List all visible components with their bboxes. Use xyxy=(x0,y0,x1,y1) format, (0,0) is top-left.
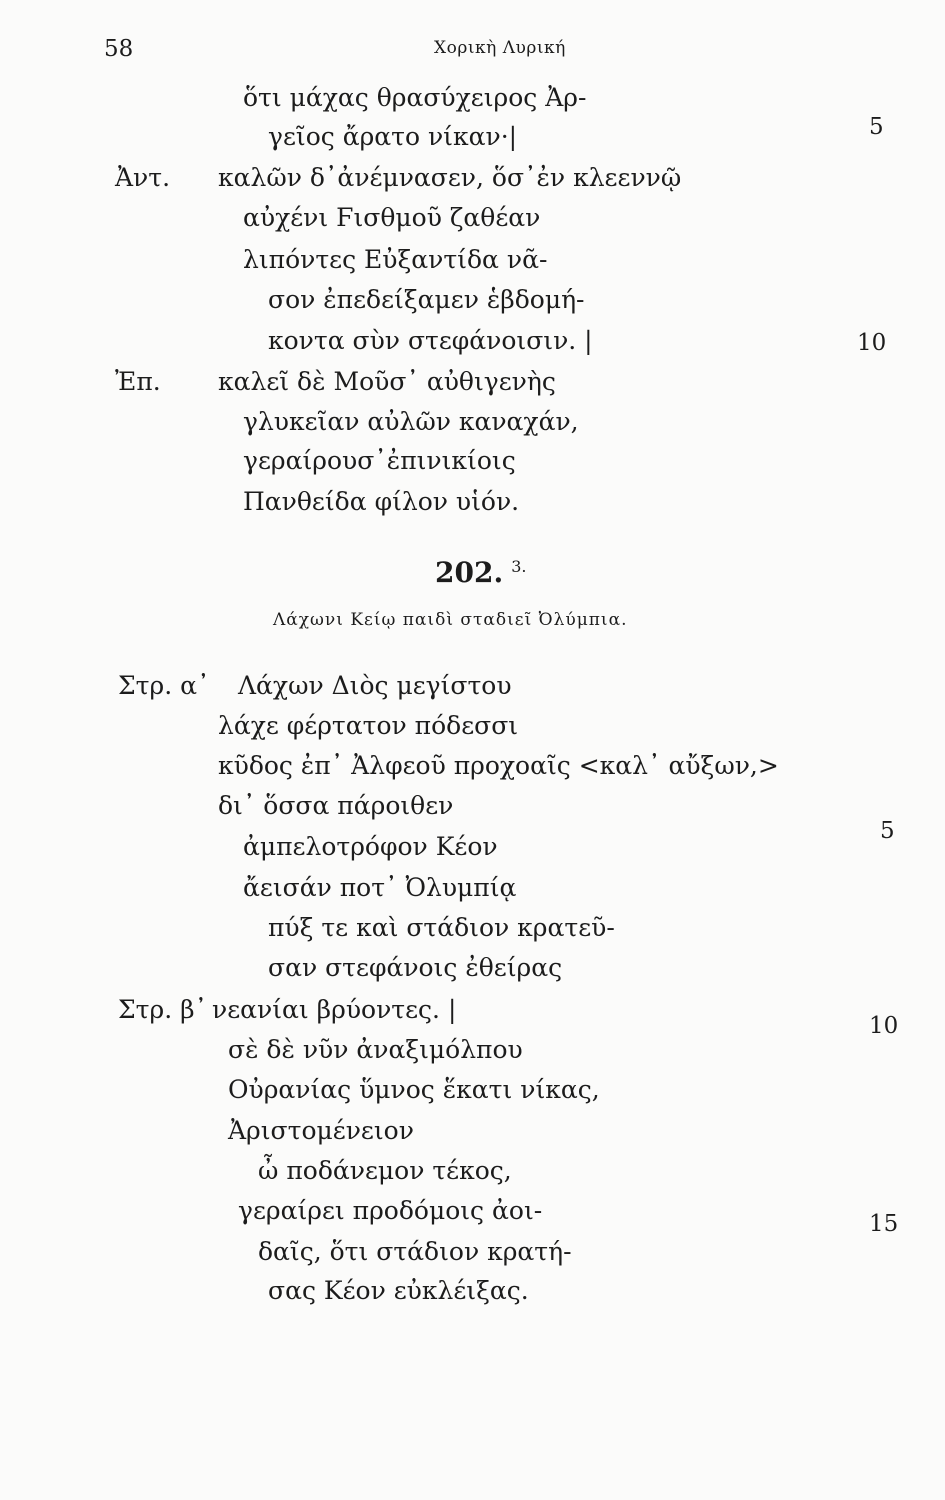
verse-line: Ἀριστομένειον xyxy=(228,1116,414,1145)
footnote-mark: 3. xyxy=(511,556,527,576)
verse-line: κῦδος ἐπ᾽ Ἀλφεοῦ προχοαῖς <καλ᾽ αὔξων,> xyxy=(218,751,779,780)
verse-line: ἄεισάν ποτ᾽ Ὀλυμπίᾳ xyxy=(243,873,517,902)
strophe-b-marker: Στρ. β᾽ xyxy=(118,995,208,1024)
line-number: 10 xyxy=(869,1013,899,1039)
verse-line: σας Κέον εὐκλέιξας. xyxy=(268,1276,529,1305)
line-number: 15 xyxy=(869,1211,899,1237)
verse-line: λάχε φέρτατον πόδεσσι xyxy=(218,711,519,740)
verse-line: Πανθείδα φίλον υἱόν. xyxy=(243,487,520,516)
verse-line: σον ἐπεδείξαμεν ἑβδομή- xyxy=(268,285,585,314)
verse-line: Λάχων Διὸς μεγίστου xyxy=(238,671,512,700)
verse-line: γεῖος ἄρατο νίκαν·| xyxy=(268,122,518,151)
verse-line: λιπόντες Εὐξαντίδα νᾶ- xyxy=(243,245,548,274)
verse-line: καλῶν δ᾽ἀνέμνασεν, ὅσ᾽ἐν κλεεννῷ xyxy=(218,163,682,192)
running-head: Χορικὴ Λυρική xyxy=(434,38,566,58)
antistrophe-marker: Ἀντ. xyxy=(115,163,171,192)
line-number: 5 xyxy=(880,818,895,844)
epode-marker: Ἐπ. xyxy=(115,367,161,396)
verse-line: ὅτι μάχας θρασύχειρος Ἀρ- xyxy=(243,83,587,112)
verse-line: ἀμπελοτρόφον Κέον xyxy=(243,832,498,861)
verse-line: γεραίρει προδόμοις ἀοι- xyxy=(238,1196,543,1225)
page-number: 58 xyxy=(104,36,134,62)
verse-line: πύξ τε καὶ στάδιον κρατεῦ- xyxy=(268,913,615,942)
verse-line: κοντα σὺν στεφάνοισιν. | xyxy=(268,326,593,355)
line-number: 5 xyxy=(869,114,884,140)
strophe-a-marker: Στρ. α᾽ xyxy=(118,671,210,700)
verse-line: νεανίαι βρύοντες. | xyxy=(212,995,457,1024)
poem-number: 202. $^{3.}$ xyxy=(435,556,527,589)
verse-line: ὦ ποδάνεμον τέκος, xyxy=(258,1156,512,1185)
verse-line: Οὐρανίας ὕμνος ἕκατι νίκας, xyxy=(228,1075,600,1104)
verse-line: γλυκεῖαν αὐλῶν καναχάν, xyxy=(243,407,579,436)
line-number: 10 xyxy=(857,330,887,356)
verse-line: σὲ δὲ νῦν ἀναξιμόλπου xyxy=(228,1035,523,1064)
verse-line: δι᾽ ὅσσα πάροιθεν xyxy=(218,791,454,820)
verse-line: σαν στεφάνοις ἐθείρας xyxy=(268,953,563,982)
verse-line: αὐχένι Ϝισθμοῦ ζαθέαν xyxy=(243,203,541,232)
verse-line: γεραίρουσ᾽ἐπινικίοις xyxy=(243,446,516,475)
verse-line: δαῖς, ὅτι στάδιον κρατή- xyxy=(258,1237,572,1266)
poem-title: Λάχωνι Κείῳ παιδὶ σταδιεῖ Ὀλύμπια. xyxy=(273,610,628,630)
verse-line: καλεῖ δὲ Μοῦσ᾽ αὐθιγενὴς xyxy=(218,367,556,396)
